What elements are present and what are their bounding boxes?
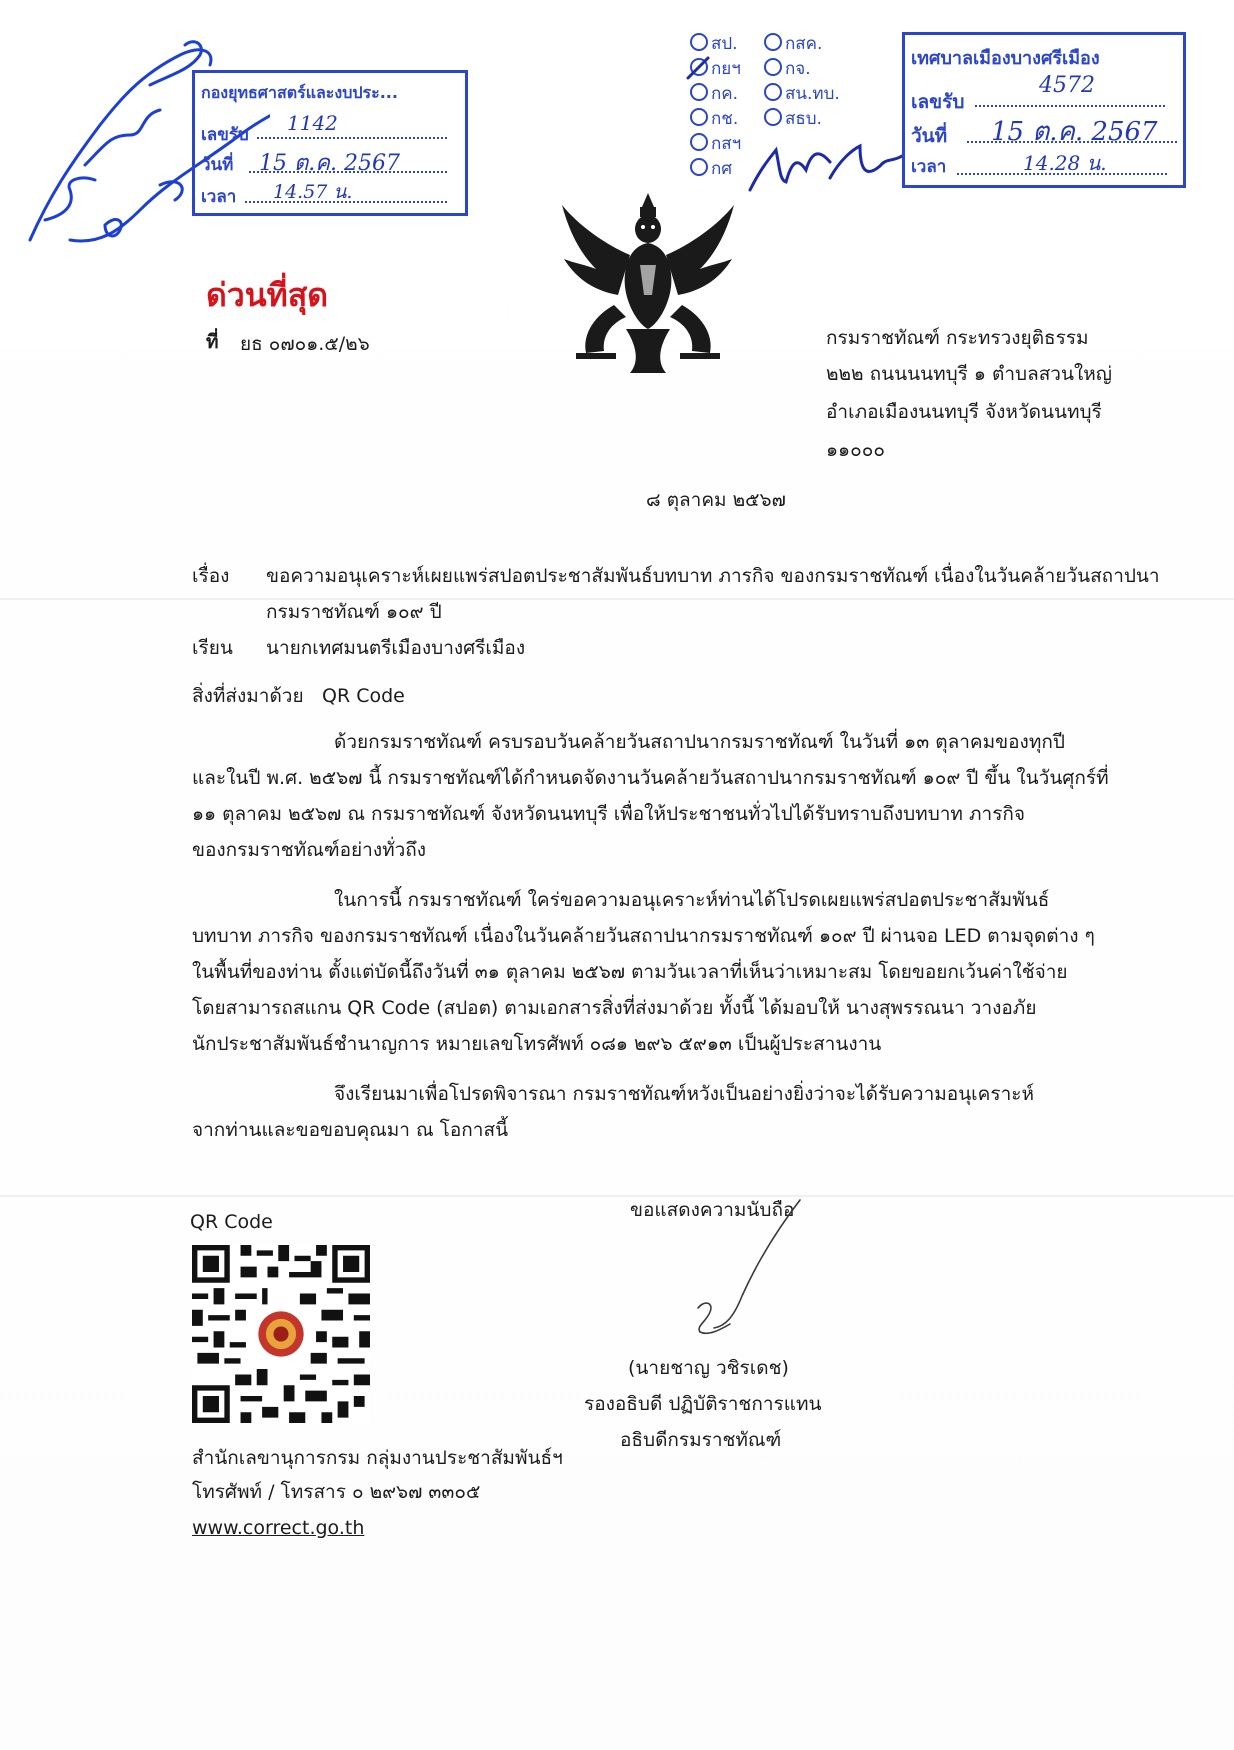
routing-option: สป. [711, 34, 738, 54]
routing-option: กสฯ [711, 134, 742, 154]
stamp-time-label: เวลา [911, 157, 947, 177]
signatory-name: (นายชาญ วชิรเดช) [628, 1357, 789, 1379]
enclosure-value: QR Code [322, 685, 405, 707]
body-line: และในปี พ.ศ. ๒๕๖๗ นี้ กรมราชทัณฑ์ได้กำหนดจัดงานวันคล้ายวันสถาปนากรมราชทัณฑ์ ๑๐๙ ปี ขึ้น ในวันศุกร์ที่ [192, 767, 1109, 789]
stamp-date-value: 15 ต.ค. 2567 [259, 151, 400, 176]
body-line: ในพื้นที่ของท่าน ตั้งแต่บัดนี้ถึงวันที่ ๓๑ ตุลาคม ๒๕๖๗ ตามวันเวลาที่เห็นว่าเหมาะสม โดยขอยกเว้นค่าใช้จ่าย [192, 961, 1068, 983]
stamp-time-value: 14.57 น. [273, 181, 353, 203]
stamp-no-label: เลขรับ [201, 125, 249, 145]
letter-date: ๘ ตุลาคม ๒๕๖๗ [646, 489, 786, 511]
routing-option: กช. [711, 109, 739, 129]
address-line: ๑๑๐๐๐ [826, 439, 885, 461]
stamp-date-label: วันที่ [911, 125, 948, 147]
subject-line: กรมราชทัณฑ์ ๑๐๙ ปี [266, 601, 442, 623]
routing-option: สน.ทบ. [785, 84, 840, 104]
body-line: ในการนี้ กรมราชทัณฑ์ ใคร่ขอความอนุเคราะห์ท่านได้โปรดเผยแพร่สปอตประชาสัมพันธ์ [334, 889, 1050, 911]
subject-line: ขอความอนุเคราะห์เผยแพร่สปอตประชาสัมพันธ์บทบาท ภารกิจ ของกรมราชทัณฑ์ เนื่องในวันคล้ายวันสถาปนา [266, 565, 1160, 587]
stamp-org: กองยุทธศาสตร์และงบประ... [201, 83, 398, 102]
checkbox-circle-icon [764, 33, 782, 51]
routing-option: กสค. [785, 34, 823, 54]
stamp-date-label: วันที่ [201, 155, 234, 175]
body-line: ด้วยกรมราชทัณฑ์ ครบรอบวันคล้ายวันสถาปนากรมราชทัณฑ์ ในวันที่ ๑๓ ตุลาคมของทุกปี [334, 731, 1065, 753]
stamp-no-label: เลขรับ [911, 91, 965, 113]
ref-number: ยธ ๐๗๐๑.๕/๒๖ [240, 333, 370, 355]
qr-label: QR Code [190, 1211, 273, 1233]
checkbox-circle-icon [690, 33, 708, 51]
paper-fold [0, 1195, 1234, 1197]
body-line: ของกรมราชทัณฑ์อย่างทั่วถึง [192, 839, 427, 861]
qr-code[interactable] [192, 1245, 370, 1423]
routing-option: กยฯ [711, 59, 741, 79]
routing-option: กค. [711, 84, 739, 104]
body-line: โดยสามารถสแกน QR Code (สปอต) ตามเอกสารสิ่งที่ส่งมาด้วย ทั้งนี้ ได้มอบให้ นางสุพรรณนา วางอภัย [192, 997, 1037, 1019]
ref-label: ที่ [206, 331, 219, 353]
routing-option: สธบ. [785, 109, 822, 129]
receipt-stamp-right [902, 32, 1186, 188]
footer-phone: โทรศัพท์ / โทรสาร ๐ ๒๙๖๗ ๓๓๐๕ [192, 1481, 481, 1503]
garuda-emblem [556, 185, 740, 377]
signatory-position: รองอธิบดี ปฏิบัติราชการแทน [584, 1393, 822, 1415]
subject-label: เรื่อง [192, 565, 230, 587]
stamp-date-value: 15 ต.ค. 2567 [991, 117, 1158, 147]
enclosure-label: สิ่งที่ส่งมาด้วย [192, 685, 304, 707]
urgency-label: ด่วนที่สุด [206, 276, 329, 314]
stamp-no-value: 4572 [1039, 73, 1095, 98]
body-line: จึงเรียนมาเพื่อโปรดพิจารณา กรมราชทัณฑ์หวังเป็นอย่างยิ่งว่าจะได้รับความอนุเคราะห์ [334, 1083, 1034, 1105]
handwritten-initials [680, 50, 920, 200]
body-line: นักประชาสัมพันธ์ชำนาญการ หมายเลขโทรศัพท์ ๐๘๑ ๒๙๖ ๕๙๑๓ เป็นผู้ประสานงาน [192, 1033, 882, 1055]
signature [690, 1196, 820, 1346]
body-line: ๑๑ ตุลาคม ๒๕๖๗ ณ กรมราชทัณฑ์ จังหวัดนนทบุรี เพื่อให้ประชาชนทั่วไปได้รับทราบถึงบทบาท ภารกิจ [192, 803, 1026, 825]
address-line: กรมราชทัณฑ์ กระทรวงยุติธรรม [826, 327, 1089, 349]
body-line: จากท่านและขอขอบคุณมา ณ โอกาสนี้ [192, 1119, 509, 1141]
stamp-org: เทศบาลเมืองบางศรีเมือง [911, 48, 1100, 69]
stamp-time-value: 14.28 น. [1023, 151, 1107, 175]
stamp-time-label: เวลา [201, 187, 237, 207]
routing-option: กจ. [785, 59, 811, 79]
paper-fold [0, 598, 1234, 600]
address-line: ๒๒๒ ถนนนนทบุรี ๑ ตำบลสวนใหญ่ [826, 363, 1112, 385]
receipt-stamp-left [192, 70, 468, 216]
stamp-no-value: 1142 [287, 111, 338, 135]
signatory-position: อธิบดีกรมราชทัณฑ์ [620, 1429, 782, 1451]
body-line: บทบาท ภารกิจ ของกรมราชทัณฑ์ เนื่องในวันคล้ายวันสถาปนากรมราชทัณฑ์ ๑๐๙ ปี ผ่านจอ LED ตามจุดต่าง ๆ [192, 925, 1095, 947]
footer-office: สำนักเลขานุการกรม กลุ่มงานประชาสัมพันธ์ฯ [192, 1447, 563, 1469]
footer-website-link[interactable]: www.correct.go.th [192, 1517, 365, 1539]
recipient-name: นายกเทศมนตรีเมืองบางศรีเมือง [266, 637, 526, 659]
routing-option: กศ [711, 159, 733, 179]
address-line: อำเภอเมืองนนทบุรี จังหวัดนนทบุรี [826, 401, 1102, 423]
closing-regards: ขอแสดงความนับถือ [630, 1199, 795, 1221]
recipient-label: เรียน [192, 637, 233, 659]
